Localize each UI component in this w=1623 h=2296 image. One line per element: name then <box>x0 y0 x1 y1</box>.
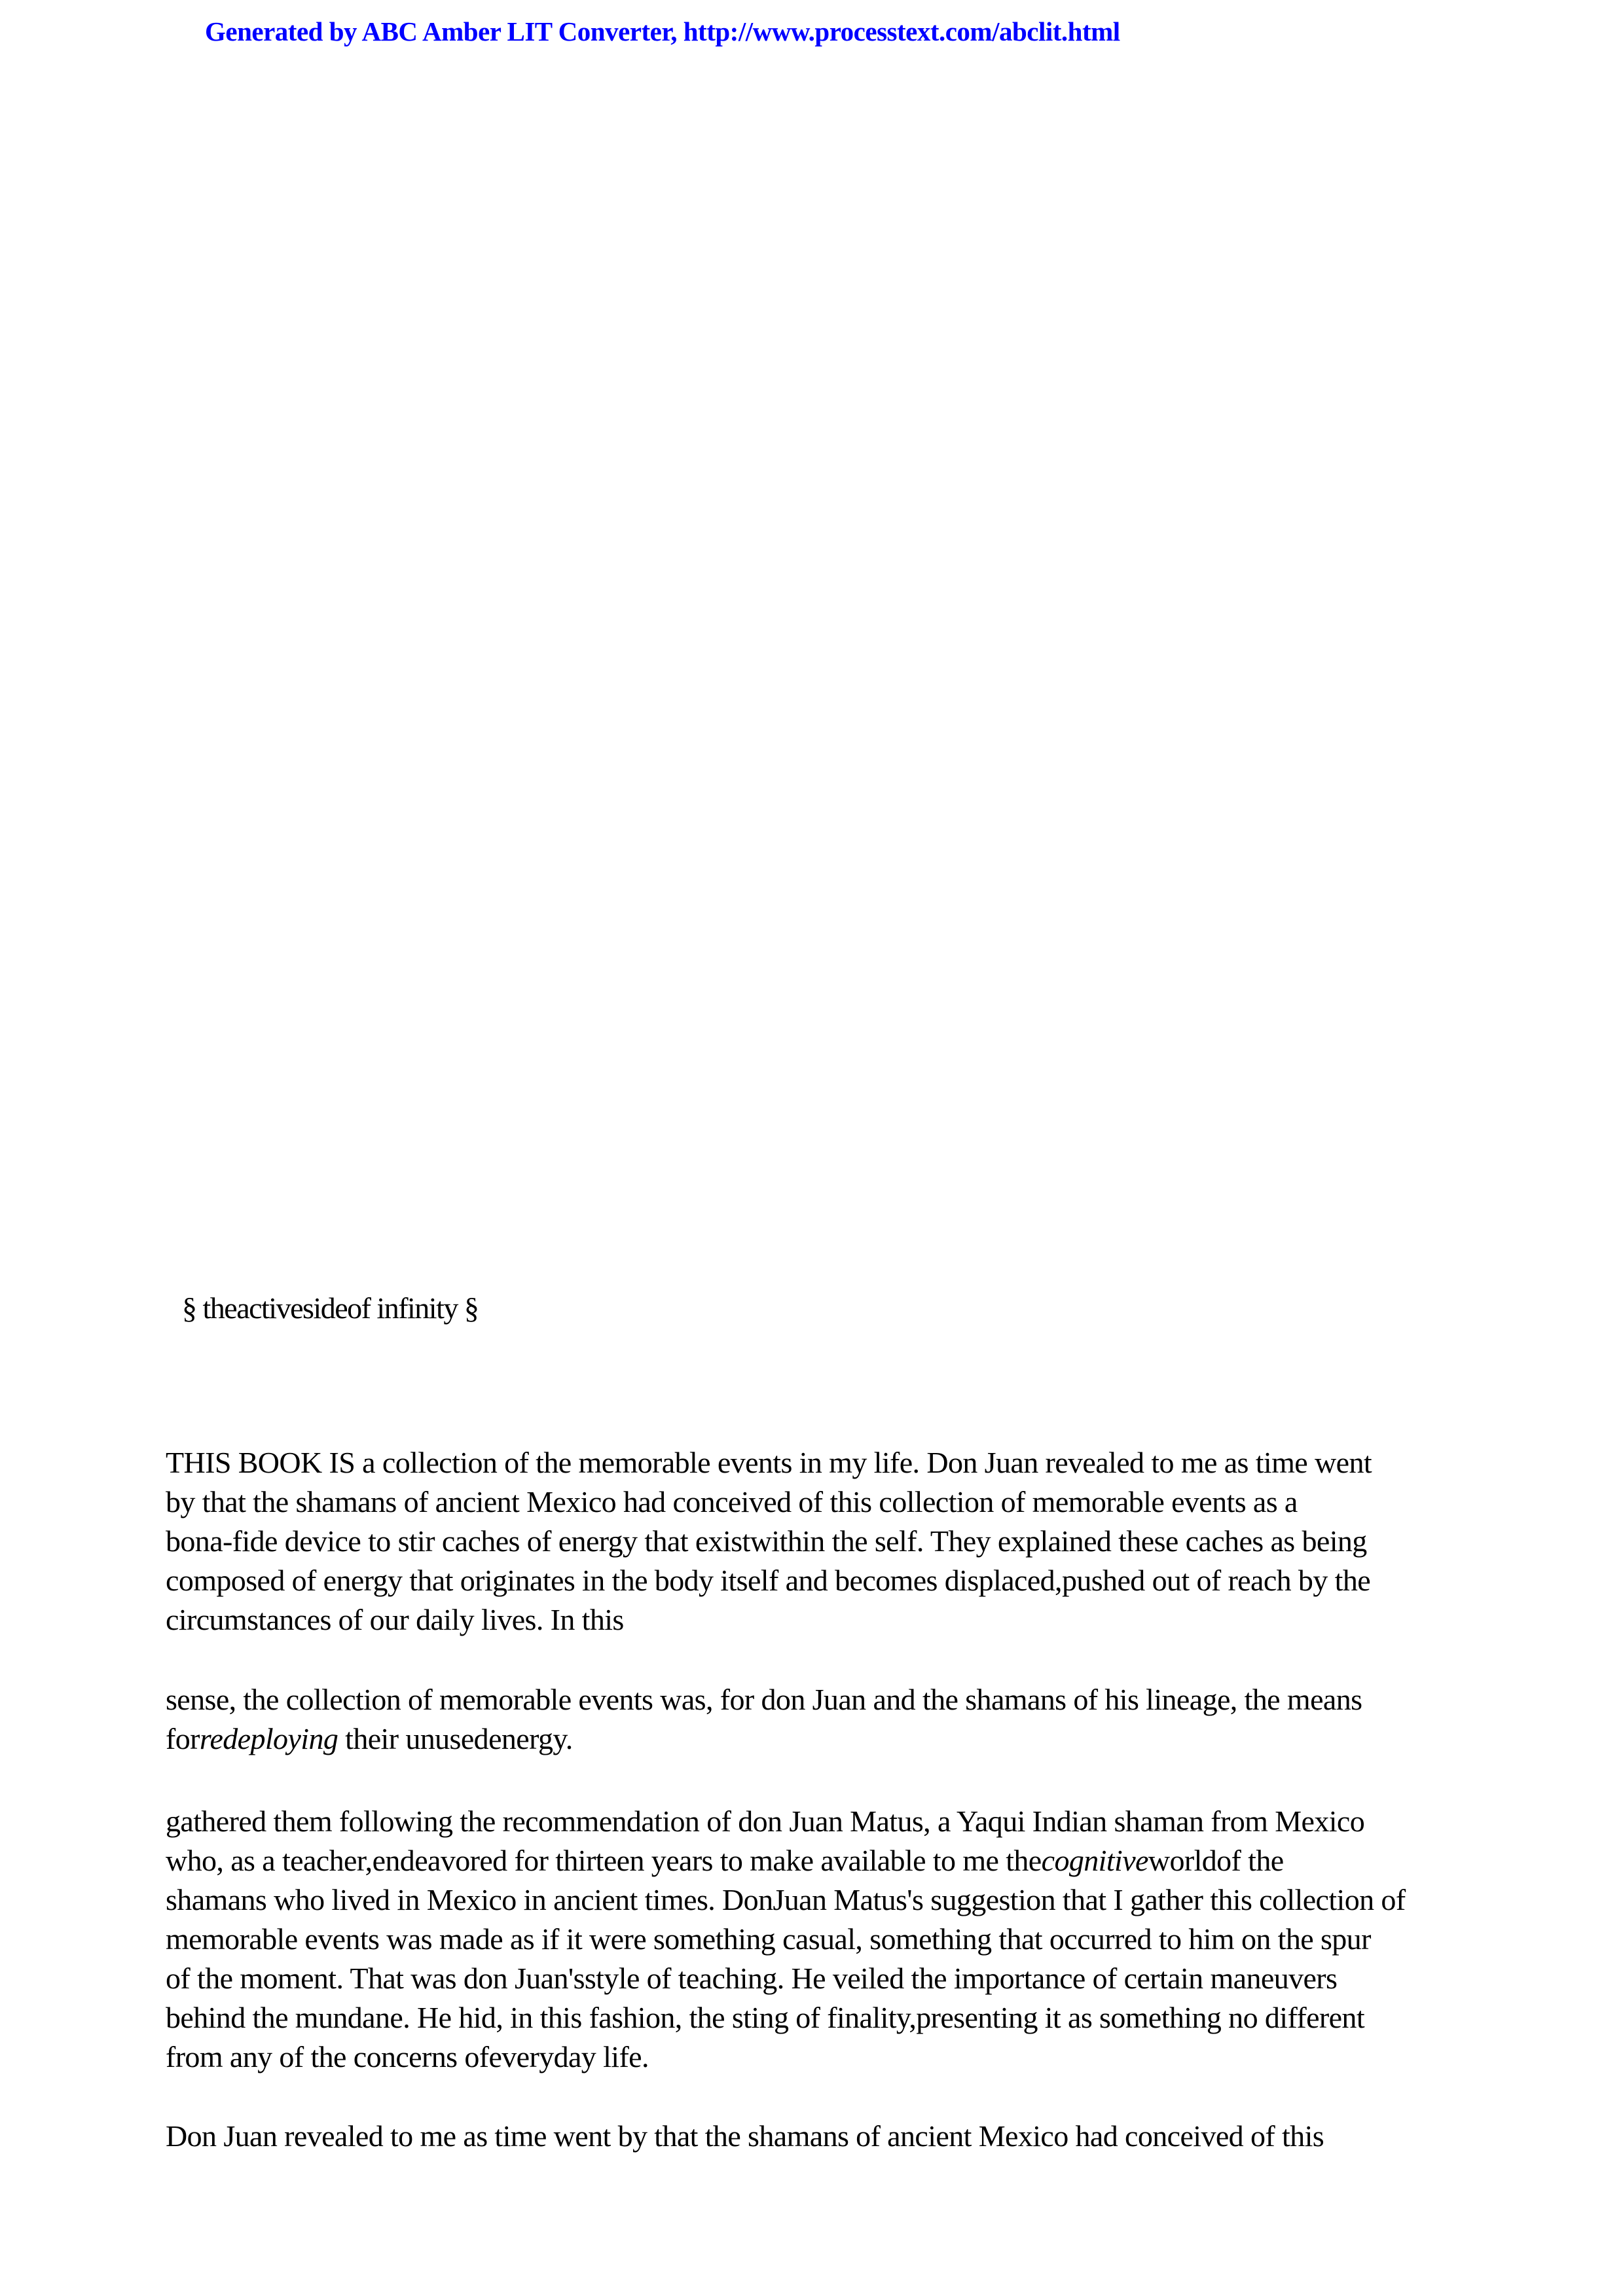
text-line: circumstances of our daily lives. In this <box>166 1603 624 1636</box>
text-line <box>166 1719 1468 1759</box>
text-line: of the moment. That was don Juan'sstyle of teaching. He veiled the importance of certain maneuvers <box>166 1962 1338 1995</box>
text-fragment: for <box>166 1722 200 1755</box>
text-fragment: worldof the <box>1148 1844 1284 1877</box>
text-fragment: their unusedenergy. <box>338 1722 573 1755</box>
paragraph-1 <box>166 1443 1468 1640</box>
text-line: gathered them following the recommendation of don Juan Matus, a Yaqui Indian shaman from Mexico <box>166 1804 1365 1838</box>
text-line: shamans who lived in Mexico in ancient times. DonJuan Matus's suggestion that I gather this collection of <box>166 1883 1406 1916</box>
text-line: THIS BOOK IS a collection of the memorable events in my life. Don Juan revealed to me as time went <box>166 1446 1372 1479</box>
chapter-title: § theactivesideof infinity § <box>182 1291 479 1325</box>
text-line: sense, the collection of memorable events was, for don Juan and the shamans of his lineage, the means <box>166 1683 1362 1716</box>
text-line: memorable events was made as if it were something casual, something that occurred to him on the spur <box>166 1922 1371 1956</box>
text-fragment: who, as a teacher,endeavored for thirteen years to make available to me the <box>166 1844 1042 1877</box>
generated-by-link[interactable]: Generated by ABC Amber LIT Converter, http://www.processtext.com/abclit.html <box>205 16 1120 46</box>
paragraph-4 <box>166 2117 1468 2156</box>
text-line: Don Juan revealed to me as time went by that the shamans of ancient Mexico had conceived of this <box>166 2119 1324 2153</box>
text-line: from any of the concerns ofeveryday life. <box>166 2040 649 2073</box>
text-line: by that the shamans of ancient Mexico had conceived of this collection of memorable events as a <box>166 1485 1298 1518</box>
text-line: composed of energy that originates in the body itself and becomes displaced,pushed out of reach by the <box>166 1564 1371 1597</box>
text-line: bona-fide device to stir caches of energy that existwithin the self. They explained these caches as being <box>166 1524 1367 1558</box>
emphasis-text: cognitive <box>1041 1844 1148 1877</box>
paragraph-3 <box>166 1802 1468 2077</box>
text-line: behind the mundane. He hid, in this fashion, the sting of finality,presenting it as something no different <box>166 2001 1365 2034</box>
text-line <box>166 1841 1468 1880</box>
paragraph-2 <box>166 1680 1468 1759</box>
emphasis-text: redeploying <box>199 1722 338 1755</box>
